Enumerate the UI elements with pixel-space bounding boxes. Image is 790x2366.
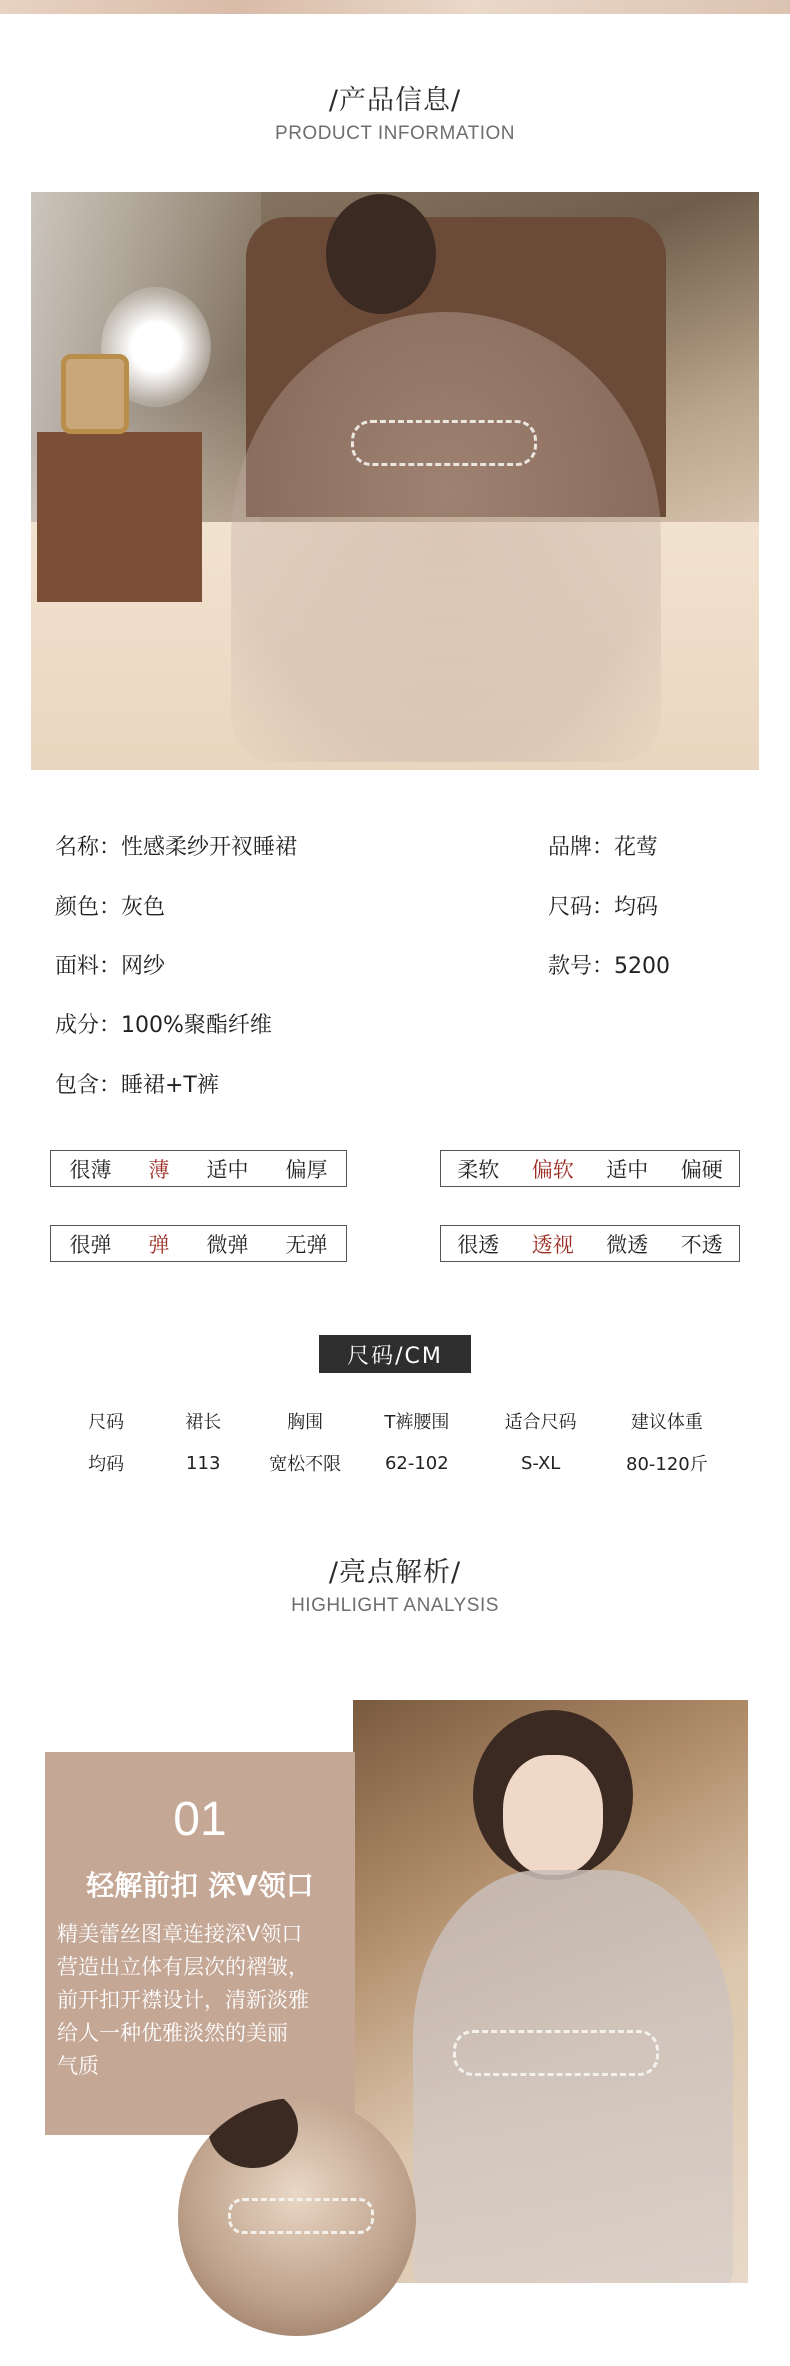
rating-option: 很透: [457, 1232, 500, 1257]
lace-detail: [228, 2198, 374, 2234]
size-data-cell: 均码: [88, 1454, 125, 1475]
softness-rating: [440, 1150, 740, 1187]
size-chart-data-row: [60, 1442, 730, 1484]
dress-shape: [413, 1870, 733, 2283]
top-photo-strip: [0, 0, 790, 14]
elasticity-rating: [50, 1225, 347, 1262]
rating-option: 偏硬: [680, 1157, 723, 1182]
nightstand-shape: [37, 432, 202, 602]
rating-option: 微透: [606, 1232, 649, 1257]
size-header-cell: 裙长: [185, 1412, 222, 1433]
size-data-cell: 80-120斤: [626, 1454, 708, 1475]
lace-waist: [453, 2030, 659, 2076]
detail-circle-photo: [178, 2098, 416, 2336]
transparency-rating: [440, 1225, 740, 1262]
detail-composition: 成分：100%聚酯纤维: [55, 1013, 272, 1038]
model-hair: [208, 2098, 298, 2168]
size-data-cell: S-XL: [520, 1452, 561, 1474]
highlight-number: 01: [173, 1793, 227, 1846]
detail-brand: 品牌：花莺: [548, 835, 659, 860]
rating-option-selected: 薄: [148, 1157, 170, 1182]
rating-option: 适中: [206, 1157, 249, 1182]
rating-option: 偏厚: [285, 1157, 328, 1182]
size-chart-badge: 尺码/CM: [319, 1335, 471, 1373]
size-data-cell: 宽松不限: [269, 1454, 342, 1475]
rating-option: 很弹: [69, 1232, 112, 1257]
detail-fabric: 面料：网纱: [55, 954, 166, 979]
rating-option: 无弹: [285, 1232, 328, 1257]
highlight-subtitle: HIGHLIGHT ANALYSIS: [291, 1595, 499, 1616]
detail-style-no: 款号：5200: [548, 954, 670, 979]
rating-option: 很薄: [69, 1157, 112, 1182]
detail-size: 尺码：均码: [548, 895, 659, 920]
size-chart-header-row: [60, 1400, 730, 1442]
size-header-cell: 建议体重: [630, 1412, 703, 1433]
highlight-description: 精美蕾丝图章连接深V领口 营造出立体有层次的褶皱， 前开扣开襟设计，清新淡雅 给人一种优雅淡然的美丽 气质: [57, 1922, 309, 2078]
rating-option: 适中: [606, 1157, 649, 1182]
size-chart-table: [60, 1400, 730, 1484]
highlight-text-panel: [45, 1752, 355, 2135]
rating-option-selected: 弹: [148, 1232, 170, 1257]
thickness-rating: [50, 1150, 347, 1187]
size-header-cell: 尺码: [88, 1412, 125, 1433]
model-hair: [326, 194, 436, 314]
detail-name: 名称：性感柔纱开衩睡裙: [55, 835, 298, 860]
rating-option-selected: 偏软: [531, 1157, 574, 1182]
robe-shape: [231, 312, 661, 762]
detail-color: 颜色：灰色: [55, 895, 166, 920]
lace-waist: [351, 420, 537, 466]
highlight-heading: 轻解前扣 深V领口: [86, 1869, 314, 1902]
product-info-title: /产品信息/: [328, 85, 462, 116]
size-header-cell: 适合尺码: [504, 1412, 577, 1433]
size-data-cell: 62-102: [384, 1452, 449, 1474]
highlight-title: /亮点解析/: [328, 1557, 462, 1588]
rating-option: 柔软: [457, 1157, 500, 1182]
size-data-cell: 113: [186, 1452, 221, 1474]
product-info-subtitle: PRODUCT INFORMATION: [275, 123, 515, 144]
size-header-cell: T裤腰围: [384, 1412, 450, 1433]
size-header-cell: 胸围: [287, 1412, 324, 1433]
rating-option: 不透: [680, 1232, 723, 1257]
detail-includes: 包含：睡裙+T裤: [55, 1073, 219, 1098]
model-face: [503, 1755, 603, 1875]
rating-option-selected: 透视: [531, 1232, 574, 1257]
rating-option: 微弹: [206, 1232, 249, 1257]
hero-product-photo: [31, 192, 759, 770]
picture-frame: [61, 354, 129, 434]
